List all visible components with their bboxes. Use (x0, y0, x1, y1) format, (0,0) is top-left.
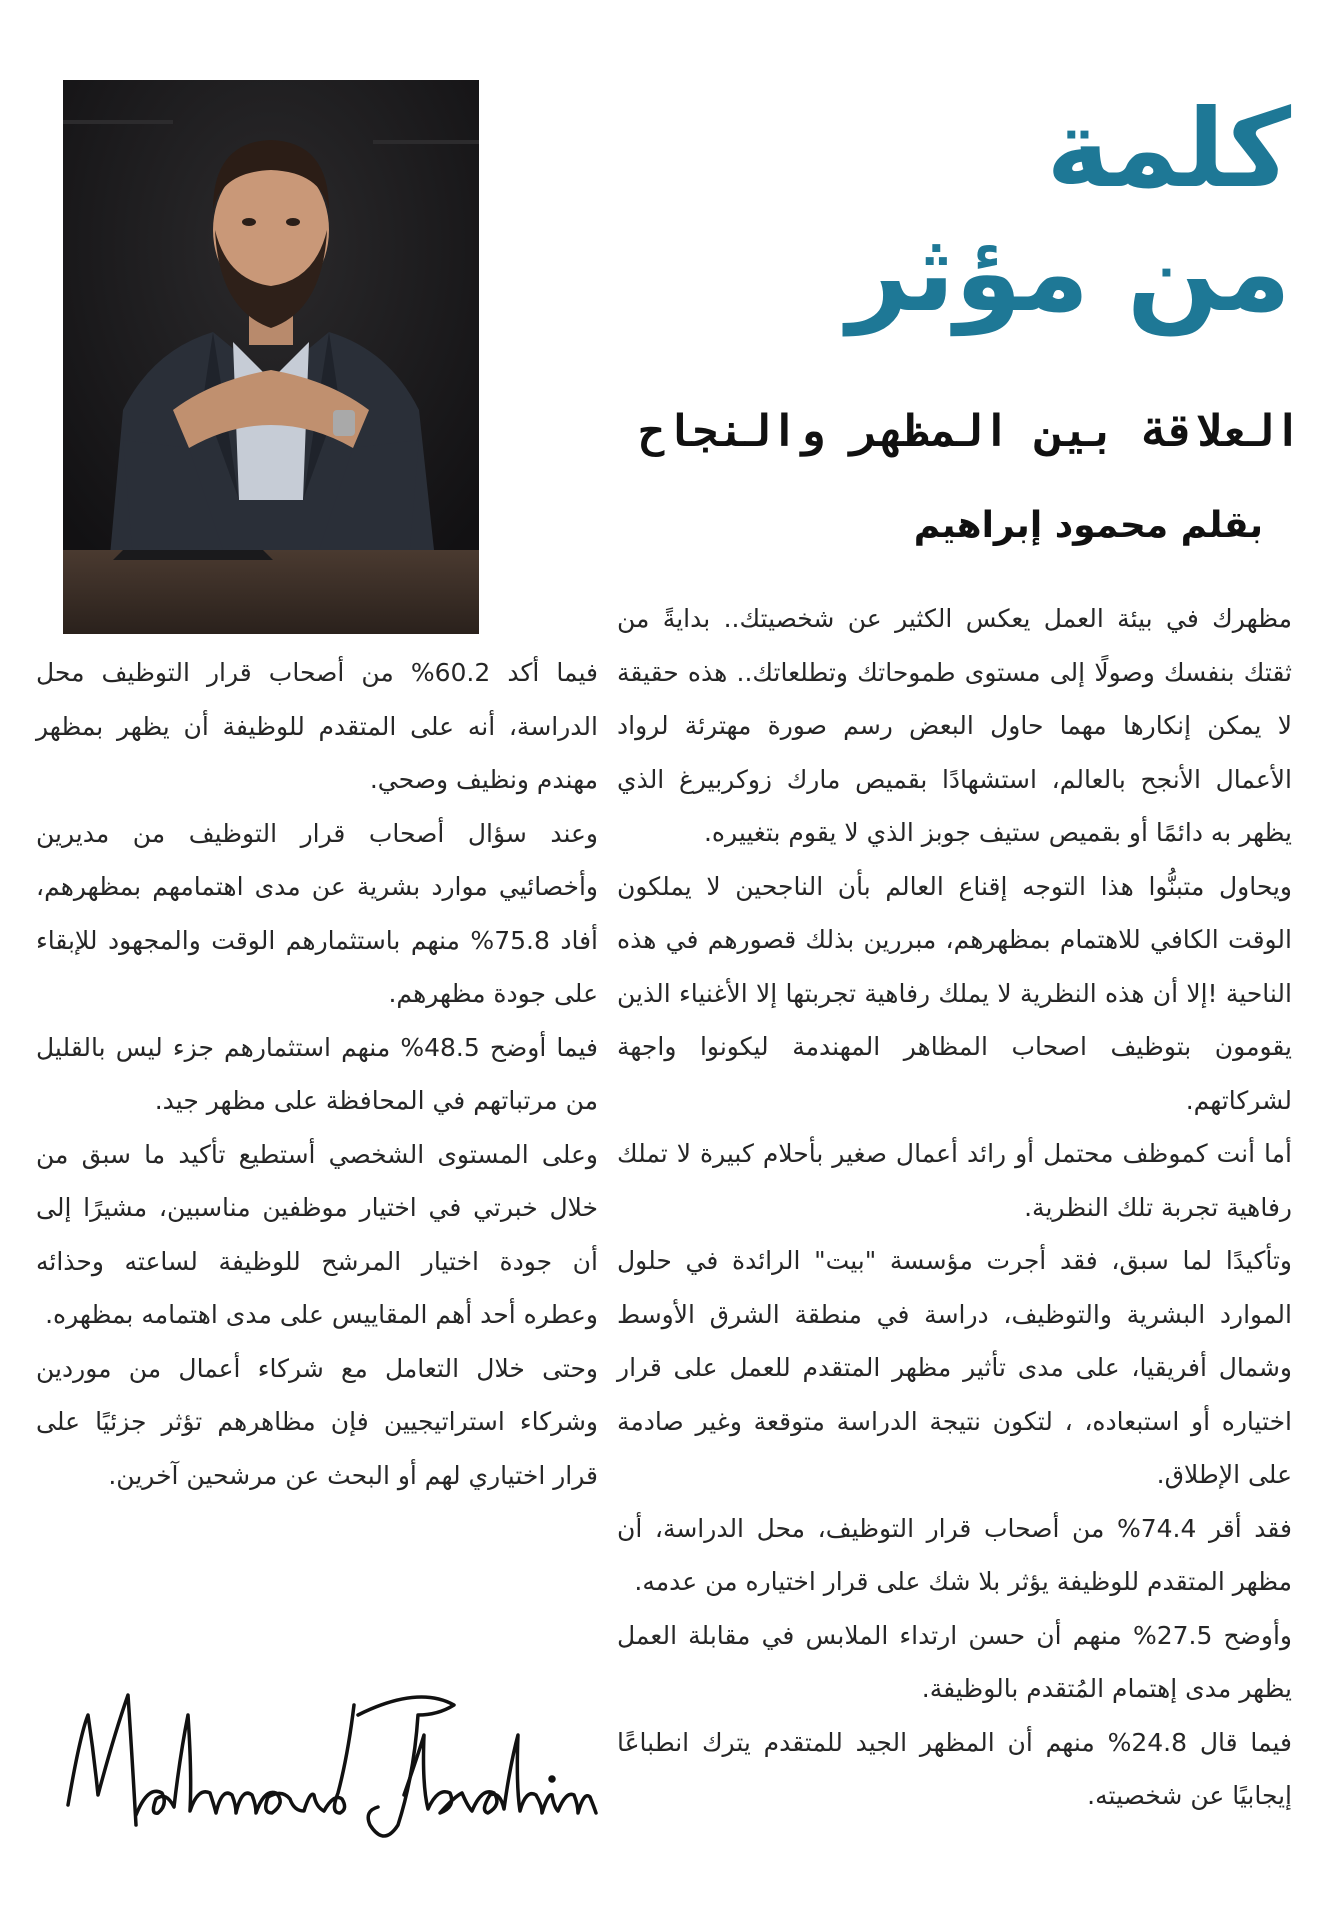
article-column-left (36, 646, 598, 1502)
paragraph: أما أنت كموظف محتمل أو رائد أعمال صغير بأحلام كبيرة لا تملك رفاهية تجربة تلك النظرية. (617, 1139, 1292, 1222)
paragraph: فيما قال 24.8% منهم أن المظهر الجيد للمتقدم يترك انطباعًا إيجابيًا عن شخصيته. (617, 1727, 1292, 1810)
paragraph: فقد أقر 74.4% من أصحاب قرار التوظيف، محل الدراسة، أن مظهر المتقدم للوظيفة يؤثر بلا شك على قرار اختياره من عدمه. (617, 1513, 1292, 1596)
author-signature (58, 1675, 598, 1845)
paragraph: ويحاول متبنُّوا هذا التوجه إقناع العالم بأن الناجحين لا يملكون الوقت الكافي للاهتمام بمظهرهم، مبررين بذلك قصورهم في هذه الناحية !إلا أن هذه النظرية لا يملك رفاهية تجربتها إلا الأغنياء الذين يقومون بتوظيف اصحاب المظاهر المهندمة ليكونوا واجهة لشركاتهم. (617, 871, 1292, 1115)
article-column-right (617, 592, 1292, 1823)
paragraph: فيما أكد 60.2% من أصحاب قرار التوظيف محل الدراسة، أنه على المتقدم للوظيفة أن يظهر بمظهر مهندم ونظيف وصحي. (36, 658, 598, 794)
paragraph: مظهرك في بيئة العمل يعكس الكثير عن شخصيتك.. بدايةً من ثقتك بنفسك وصولًا إلى مستوى طموحاتك وتطلعاتك.. هذه حقيقة لا يمكن إنكارها مهما حاول البعض رسم صورة مهترئة لرواد الأعمال الأنجح بالعالم، استشهادًا بقميص مارك زوكربيرغ الذي يظهر به دائمًا أو بقميص ستيف جوبز الذي لا يقوم بتغييره. (617, 604, 1292, 847)
paragraph: وعلى المستوى الشخصي أستطيع تأكيد ما سبق من خلال خبرتي في اختيار موظفين مناسبين، مشيرًا إلى أن جودة اختيار المرشح للوظيفة لساعته وحذائه وعطره أحد أهم المقاييس على مدى اهتمامه بمظهره. (36, 1139, 598, 1329)
article-title (731, 88, 1291, 336)
paragraph: فيما أوضح 48.5% منهم استثمارهم جزء ليس بالقليل من مرتباتهم في المحافظة على مظهر جيد. (36, 1032, 598, 1115)
author-byline: بقلم محمود إبراهيم (913, 505, 1263, 546)
title-line-1: كلمة (1046, 87, 1291, 212)
paragraph: وعند سؤال أصحاب قرار التوظيف من مديرين وأخصائيي موارد بشرية عن مدى اهتمامهم بمظهرهم، أفاد 75.8% منهم باستثمارهم الوقت والمجهود للإبقاء على جودة مظهرهم. (36, 818, 598, 1008)
paragraph: وحتى خلال التعامل مع شركاء أعمال من موردين وشركاء استراتيجيين فإن مظاهرهم تؤثر جزئيًا على قرار اختياري لهم أو البحث عن مرشحين آخرين. (36, 1353, 598, 1490)
paragraph: وأوضح 27.5% منهم أن حسن ارتداء الملابس في مقابلة العمل يظهر مدى إهتمام المُتقدم بالوظيفة. (617, 1620, 1292, 1703)
portrait-icon (63, 80, 479, 634)
paragraph: وتأكيدًا لما سبق، فقد أجرت مؤسسة "بيت" الرائدة في حلول الموارد البشرية والتوظيف، دراسة في منطقة الشرق الأوسط وشمال أفريقيا، على مدى تأثير مظهر المتقدم للعمل على قرار اختياره أو استبعاده، ، لتكون نتيجة الدراسة متوقعة وغير صادمة على الإطلاق. (617, 1246, 1292, 1489)
article-subtitle: العلاقة بين المظهر والنجاح (638, 406, 1301, 457)
signature-icon (58, 1675, 598, 1845)
author-portrait-photo (63, 80, 479, 634)
title-line-2: من مؤثر (847, 211, 1291, 336)
